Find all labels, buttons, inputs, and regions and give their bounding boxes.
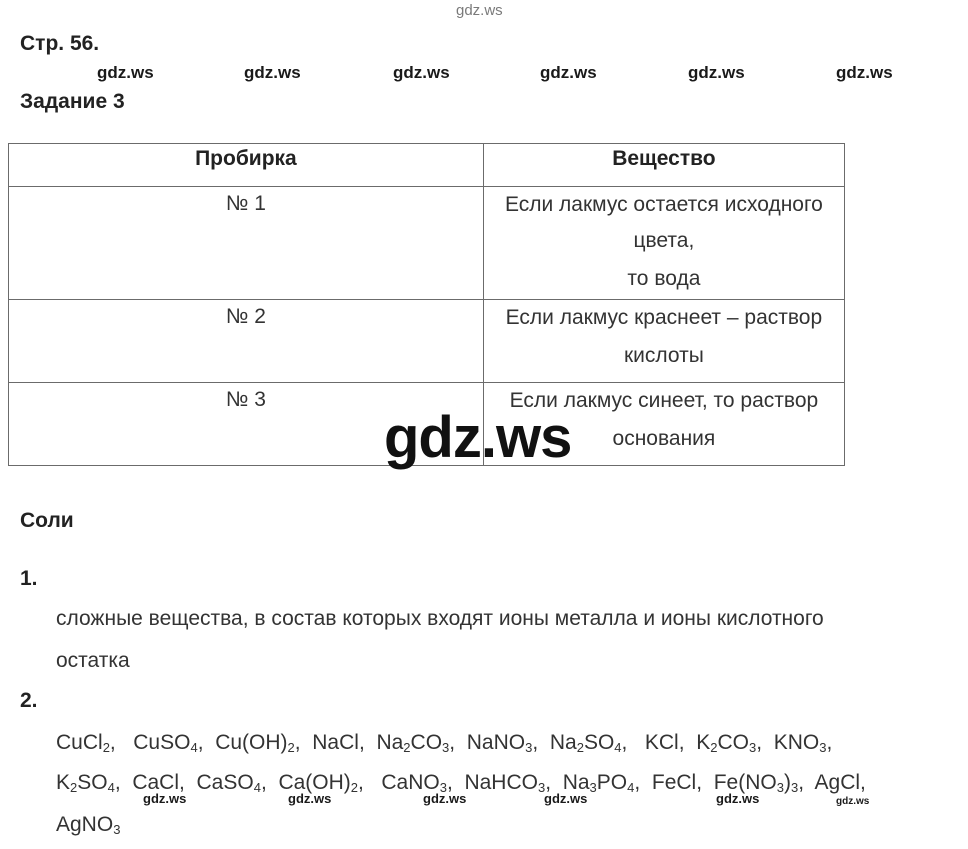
substance-line: основания — [612, 427, 716, 450]
section-title: Соли — [20, 509, 74, 532]
substance-line: Если лакмус синеет, то раствор — [509, 389, 819, 412]
watermark: gdz.ws — [716, 791, 760, 806]
table-row — [9, 300, 845, 383]
watermark: gdz.ws — [244, 63, 301, 82]
watermark: gdz.ws — [540, 63, 597, 82]
watermark: gdz.ws — [688, 63, 745, 82]
tube-number: № 3 — [225, 388, 266, 411]
column-header-substance: Вещество — [483, 144, 844, 187]
formula-line: AgNO$_3$ — [56, 813, 121, 837]
watermark-top: gdz.ws — [456, 2, 503, 19]
watermark: gdz.ws — [544, 791, 588, 806]
watermark: gdz.ws — [143, 791, 187, 806]
item-number: 2. — [20, 689, 38, 712]
tube-cell — [9, 300, 484, 383]
watermark: gdz.ws — [393, 63, 450, 82]
page-reference: Стр. 56. — [20, 32, 100, 55]
formula-line: CuCl$_2$, CuSO$_4$, $Cu(OH)_2$, NaCl, $Na_2CO_3$, NaNO$_3$, $Na_2SO_4$, KCl, $K_2CO_3$, $KNO_3$, — [56, 731, 833, 755]
substance-line: кислоты — [623, 344, 704, 367]
watermark: gdz.ws — [97, 63, 154, 82]
watermark: gdz.ws — [423, 791, 467, 806]
column-header-tube: Пробирка — [9, 144, 484, 187]
table-header-row — [9, 144, 845, 187]
item-number: 1. — [20, 567, 38, 590]
watermark-large: gdz.ws — [384, 405, 572, 470]
watermark: gdz.ws — [288, 791, 332, 806]
formula-line: $K_2SO_4$, CaCl, CaSO$_4$, $Ca(OH)_2$, CaNO$_3$, NaHCO$_3$, $Na_3PO_4$, FeCl, $Fe(NO_3)_3$, AgCl, — [56, 771, 866, 795]
watermark: gdz.ws — [836, 796, 870, 807]
substance-cell — [483, 187, 844, 300]
table-row — [9, 187, 845, 300]
watermark: gdz.ws — [836, 63, 893, 82]
substance-line: Если лакмус остается исходного цвета, — [504, 193, 823, 252]
substance-line: то вода — [627, 267, 701, 290]
substance-line: Если лакмус краснеет – раствор — [505, 306, 823, 329]
definition-line: сложные вещества, в состав которых входят ионы металла и ионы кислотного — [56, 607, 824, 630]
tube-number: № 1 — [225, 192, 266, 215]
definition-line: остатка — [56, 649, 130, 672]
task-title: Задание 3 — [20, 90, 125, 113]
tube-number: № 2 — [225, 305, 266, 328]
substance-cell — [483, 300, 844, 383]
tube-cell — [9, 187, 484, 300]
